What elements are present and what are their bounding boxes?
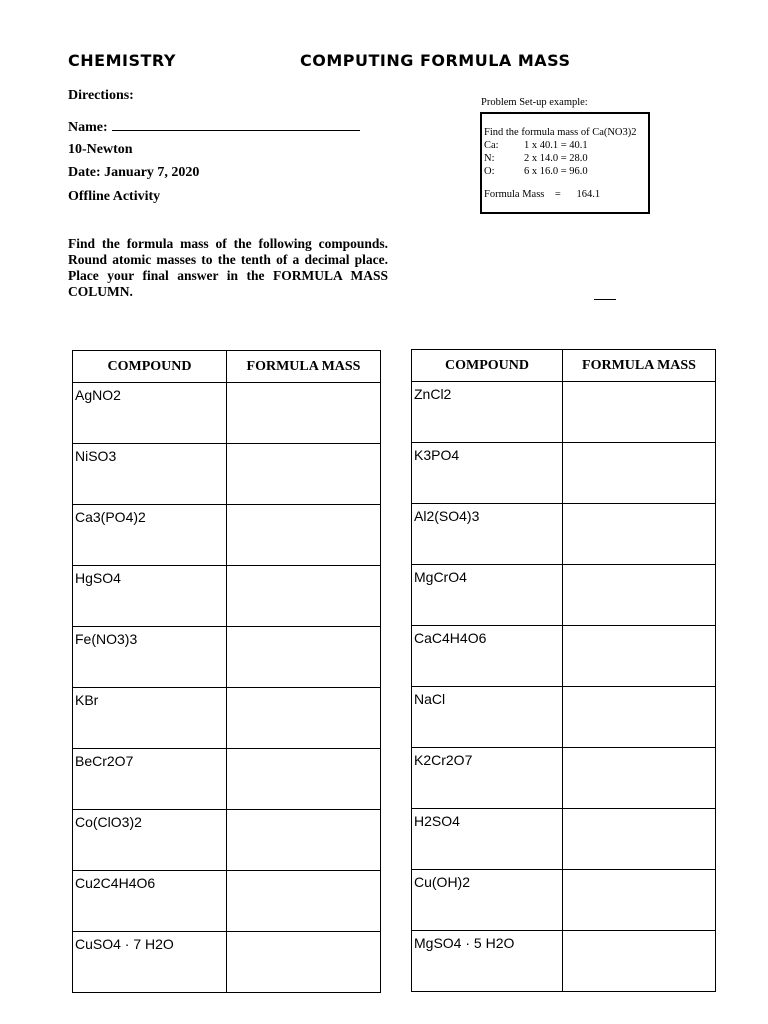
example-calc: 1 x 40.1 = 40.1 bbox=[524, 140, 588, 151]
compound-formula: CaC4H4O6 bbox=[414, 630, 487, 646]
page-title: COMPUTING FORMULA MASS bbox=[300, 51, 571, 70]
compound-cell bbox=[73, 749, 227, 810]
compound-formula: BeCr2O7 bbox=[75, 753, 134, 769]
compound-cell bbox=[412, 626, 563, 687]
compound-formula: Al2(SO4)3 bbox=[414, 508, 480, 524]
table-row bbox=[73, 871, 381, 932]
compound-cell bbox=[412, 931, 563, 992]
compound-cell bbox=[412, 870, 563, 931]
table-row bbox=[412, 565, 716, 626]
compound-cell bbox=[412, 565, 563, 626]
example-row bbox=[484, 152, 648, 165]
compound-cell bbox=[73, 627, 227, 688]
formula-mass-answer-cell[interactable] bbox=[563, 504, 716, 565]
compound-formula: HgSO4 bbox=[75, 570, 121, 586]
table-row bbox=[412, 931, 716, 992]
table-row bbox=[73, 566, 381, 627]
section-label: 10-Newton bbox=[68, 142, 133, 157]
compound-formula: AgNO2 bbox=[75, 387, 121, 403]
compound-cell bbox=[73, 444, 227, 505]
formula-mass-answer-cell[interactable] bbox=[563, 931, 716, 992]
compound-formula: Fe(NO3)3 bbox=[75, 631, 138, 647]
formula-mass-header: FORMULA MASS bbox=[227, 351, 381, 383]
compound-formula: ZnCl2 bbox=[414, 386, 452, 402]
example-element: Ca: bbox=[484, 140, 499, 151]
compound-header: COMPOUND bbox=[73, 351, 227, 383]
example-element: N: bbox=[484, 153, 495, 164]
formula-mass-answer-cell[interactable] bbox=[563, 565, 716, 626]
example-label: Problem Set-up example: bbox=[481, 97, 588, 108]
formula-mass-answer-cell[interactable] bbox=[563, 748, 716, 809]
formula-mass-answer-cell[interactable] bbox=[227, 810, 381, 871]
formula-mass-header: FORMULA MASS bbox=[563, 350, 716, 382]
table-row bbox=[412, 382, 716, 443]
compound-header: COMPOUND bbox=[412, 350, 563, 382]
formula-mass-answer-cell[interactable] bbox=[227, 932, 381, 993]
instructions-paragraph: Find the formula mass of the following compounds. Round atomic masses to the tenth of a decimal place. Place your final answer in the FORMULA MASS COLUMN. bbox=[68, 236, 388, 299]
table-row bbox=[412, 870, 716, 931]
compound-cell bbox=[412, 504, 563, 565]
table-row bbox=[73, 932, 381, 993]
formula-mass-answer-cell[interactable] bbox=[563, 870, 716, 931]
compound-cell bbox=[73, 383, 227, 444]
compound-formula: MgSO4 · 5 H2O bbox=[414, 935, 515, 951]
formula-mass-answer-cell[interactable] bbox=[227, 383, 381, 444]
compound-cell bbox=[73, 688, 227, 749]
table-row bbox=[73, 810, 381, 871]
table-row bbox=[73, 383, 381, 444]
subject-heading: CHEMISTRY bbox=[68, 51, 176, 70]
table-row bbox=[73, 627, 381, 688]
formula-mass-answer-cell[interactable] bbox=[227, 688, 381, 749]
formula-mass-answer-cell[interactable] bbox=[227, 505, 381, 566]
compound-formula: H2SO4 bbox=[414, 813, 460, 829]
compound-cell bbox=[412, 748, 563, 809]
example-question: Find the formula mass of Ca(NO3)2 bbox=[484, 127, 637, 138]
table-row bbox=[412, 504, 716, 565]
activity-label: Offline Activity bbox=[68, 189, 161, 204]
table-row bbox=[73, 505, 381, 566]
compound-cell bbox=[73, 810, 227, 871]
name-label: Name: bbox=[68, 120, 108, 135]
formula-mass-answer-cell[interactable] bbox=[227, 566, 381, 627]
example-box bbox=[480, 112, 650, 214]
table-row bbox=[73, 749, 381, 810]
table-row bbox=[73, 444, 381, 505]
compound-formula: NaCl bbox=[414, 691, 446, 707]
formula-mass-answer-cell[interactable] bbox=[227, 749, 381, 810]
table-row bbox=[412, 687, 716, 748]
example-calc: 2 x 14.0 = 28.0 bbox=[524, 153, 588, 164]
table-row bbox=[412, 443, 716, 504]
formula-mass-answer-cell[interactable] bbox=[563, 687, 716, 748]
compound-cell bbox=[412, 443, 563, 504]
compound-cell bbox=[73, 566, 227, 627]
compound-formula: MgCrO4 bbox=[414, 569, 467, 585]
formula-mass-answer-cell[interactable] bbox=[227, 444, 381, 505]
example-row bbox=[484, 165, 648, 178]
table-row bbox=[412, 748, 716, 809]
formula-mass-answer-cell[interactable] bbox=[563, 443, 716, 504]
compound-cell bbox=[73, 932, 227, 993]
compound-formula: KBr bbox=[75, 692, 99, 708]
compound-formula: Cu(OH)2 bbox=[414, 874, 471, 890]
compound-cell bbox=[73, 505, 227, 566]
compound-cell bbox=[412, 687, 563, 748]
compound-formula: Cu2C4H4O6 bbox=[75, 875, 156, 891]
formula-mass-answer-cell[interactable] bbox=[563, 809, 716, 870]
formula-mass-answer-cell[interactable] bbox=[227, 627, 381, 688]
right-compound-table bbox=[411, 349, 716, 992]
name-line bbox=[68, 118, 360, 136]
compound-formula: NiSO3 bbox=[75, 448, 117, 464]
left-compound-table bbox=[72, 350, 381, 993]
example-row bbox=[484, 139, 648, 152]
formula-mass-answer-cell[interactable] bbox=[563, 626, 716, 687]
formula-mass-answer-cell[interactable] bbox=[227, 871, 381, 932]
date-label: Date: January 7, 2020 bbox=[68, 165, 200, 180]
table-row bbox=[412, 809, 716, 870]
table-row bbox=[412, 626, 716, 687]
compound-formula: K2Cr2O7 bbox=[414, 752, 473, 768]
compound-formula: Co(ClO3)2 bbox=[75, 814, 142, 830]
directions-label: Directions: bbox=[68, 88, 134, 103]
example-calc: 6 x 16.0 = 96.0 bbox=[524, 166, 588, 177]
compound-cell bbox=[412, 382, 563, 443]
compound-formula: K3PO4 bbox=[414, 447, 460, 463]
answer-dash bbox=[594, 299, 616, 300]
example-element: O: bbox=[484, 166, 495, 177]
name-blank bbox=[112, 118, 360, 131]
example-total: Formula Mass = 164.1 bbox=[484, 189, 601, 200]
formula-mass-answer-cell[interactable] bbox=[563, 382, 716, 443]
table-row bbox=[73, 688, 381, 749]
compound-cell bbox=[412, 809, 563, 870]
compound-formula: CuSO4 · 7 H2O bbox=[75, 936, 174, 952]
compound-cell bbox=[73, 871, 227, 932]
compound-formula: Ca3(PO4)2 bbox=[75, 509, 146, 525]
